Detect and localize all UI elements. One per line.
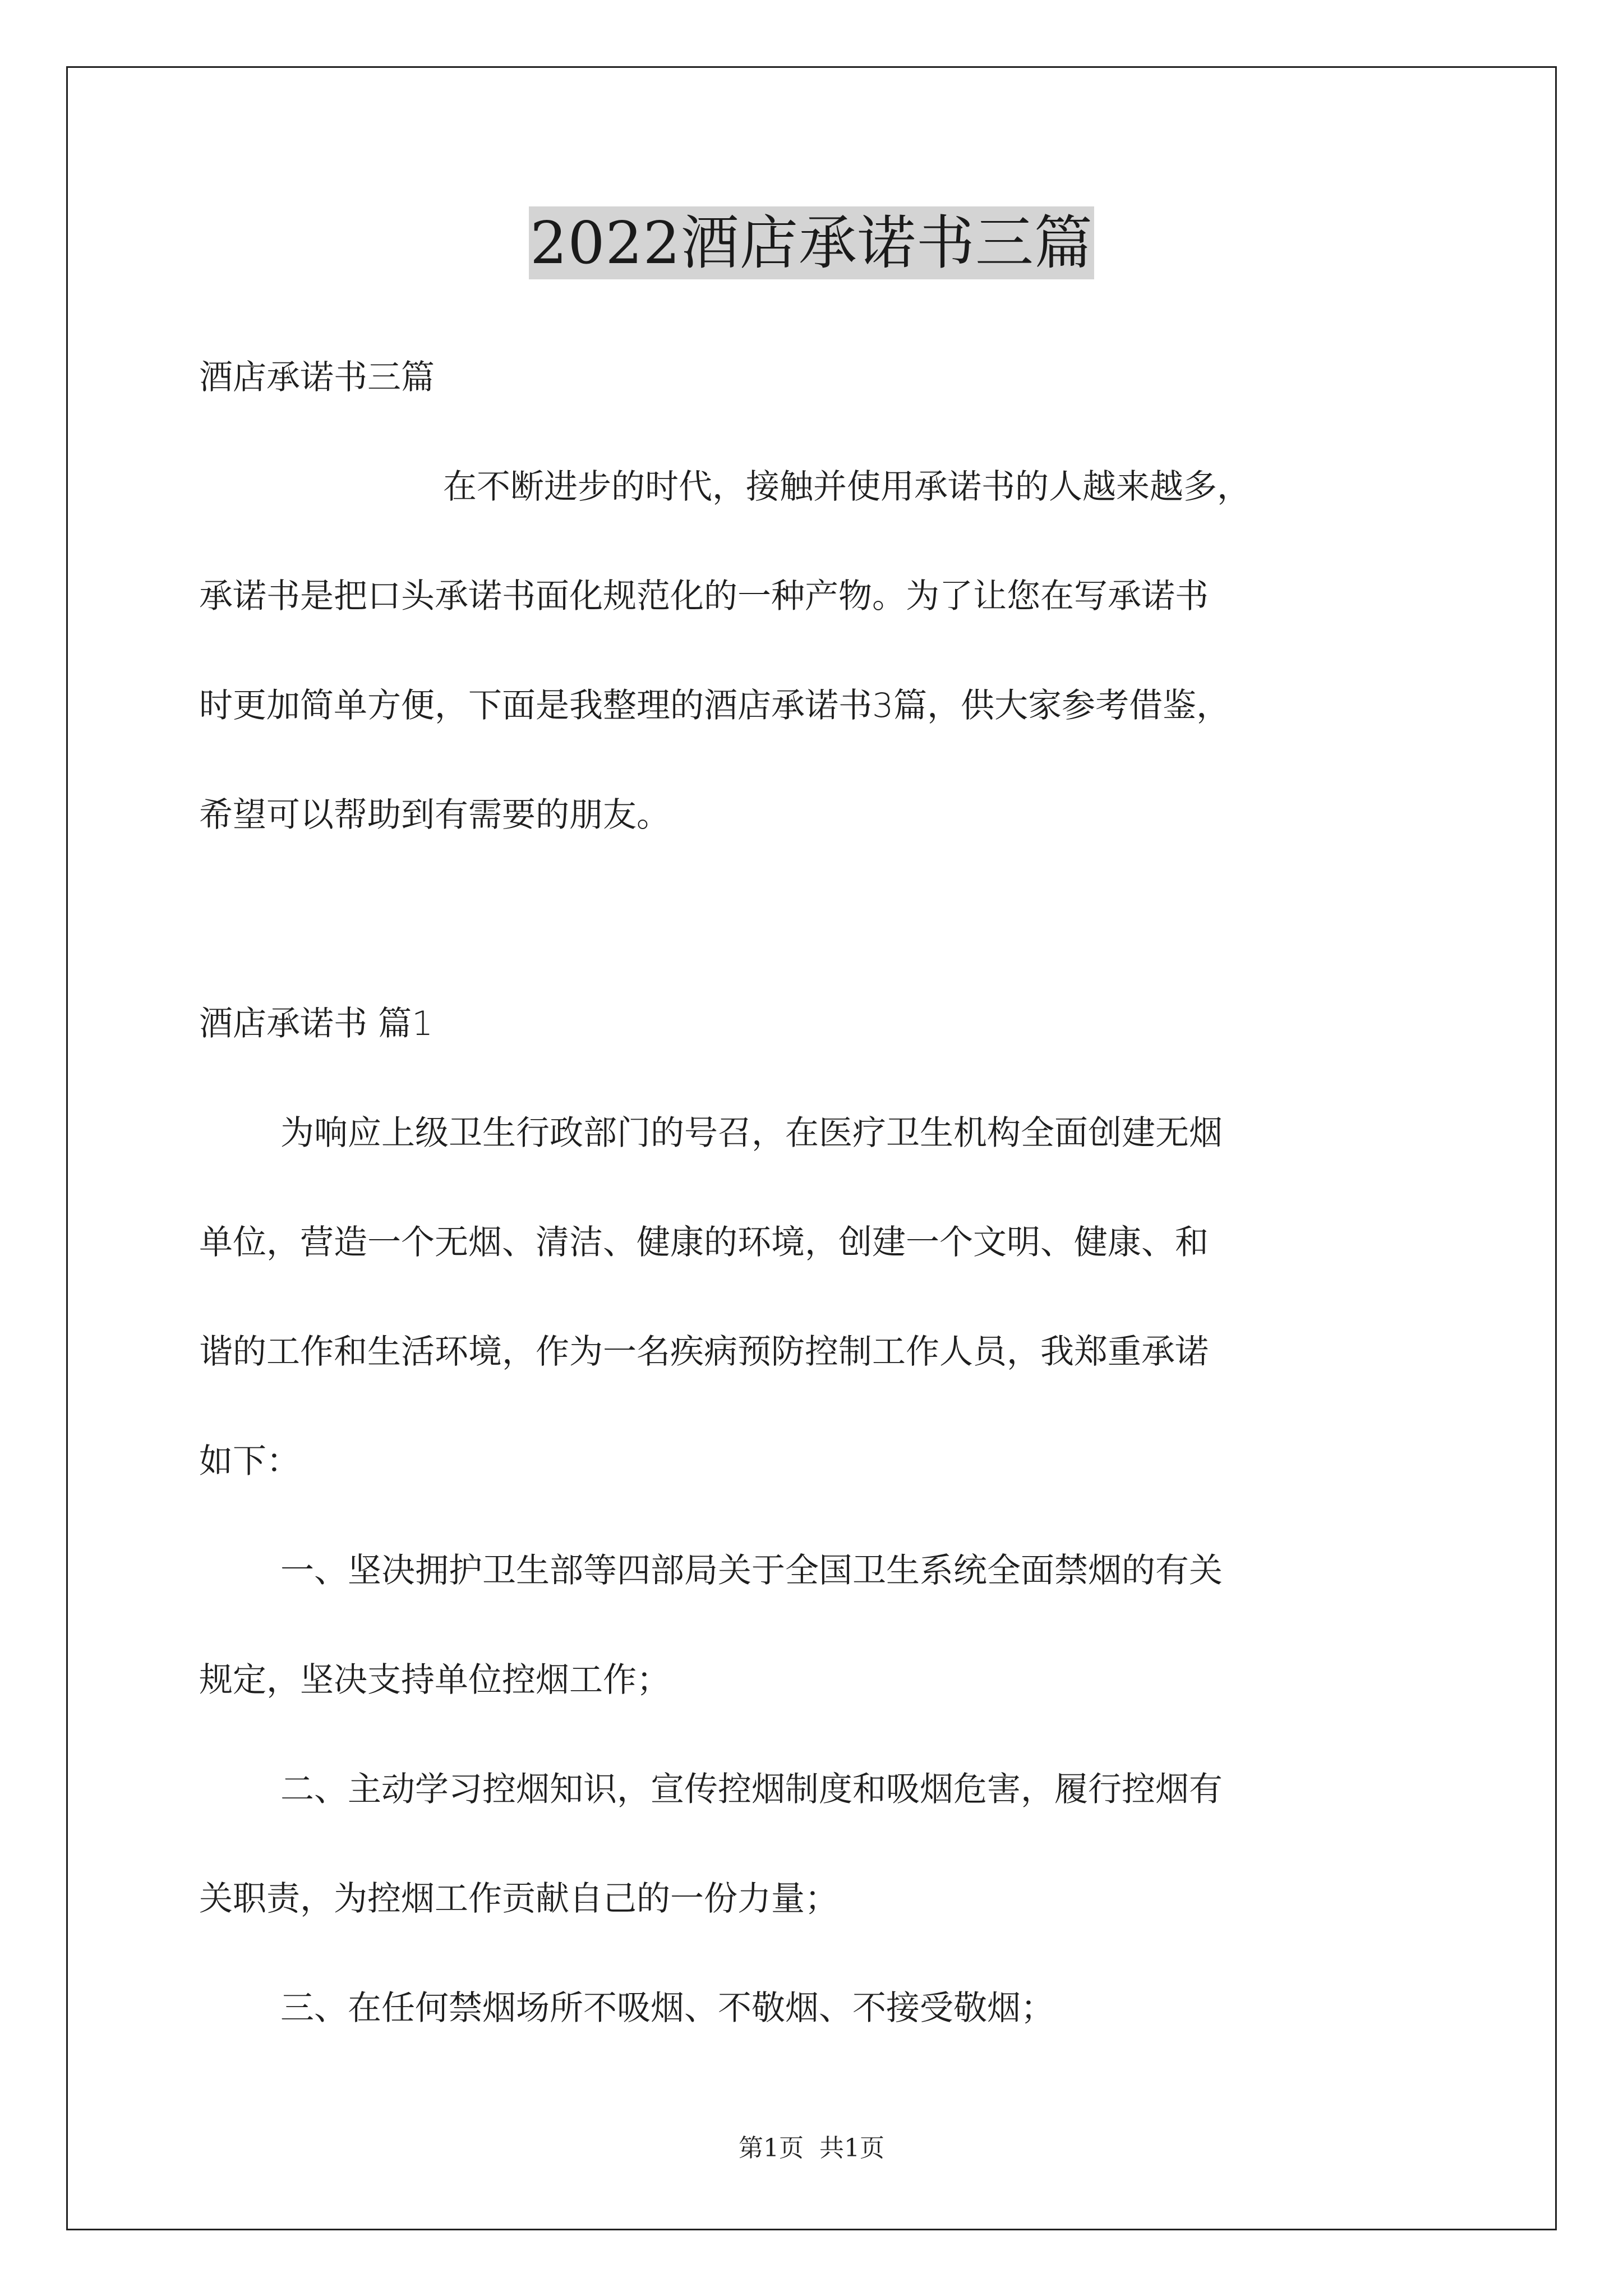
intro-line: 希望可以帮助到有需要的朋友。 bbox=[199, 795, 670, 835]
title-container bbox=[0, 206, 1623, 279]
body-line: 关职责，为控烟工作贡献自己的一份力量； bbox=[199, 1879, 838, 1918]
page-number: 第1页 bbox=[739, 2134, 804, 2162]
body-line: 谐的工作和生活环境，作为一名疾病预防控制工作人员，我郑重承诺 bbox=[199, 1332, 1209, 1372]
page-footer bbox=[0, 2132, 1623, 2165]
document-subtitle: 酒店承诺书三篇 bbox=[199, 358, 435, 397]
intro-line: 承诺书是把口头承诺书面化规范化的一种产物。为了让您在写承诺书 bbox=[199, 577, 1209, 616]
page-total: 共1页 bbox=[819, 2134, 884, 2162]
body-line: 单位，营造一个无烟、清洁、健康的环境，创建一个文明、健康、和 bbox=[199, 1223, 1209, 1262]
body-line: 一、坚决拥护卫生部等四部局关于全国卫生系统全面禁烟的有关 bbox=[280, 1551, 1223, 1590]
intro-line: 时更加简单方便，下面是我整理的酒店承诺书3篇，供大家参考借鉴， bbox=[199, 686, 1230, 725]
body-line: 规定，坚决支持单位控烟工作； bbox=[199, 1660, 670, 1700]
section-heading: 酒店承诺书 篇1 bbox=[199, 1004, 434, 1043]
body-line: 如下： bbox=[199, 1442, 300, 1481]
body-line: 三、在任何禁烟场所不吸烟、不敬烟、不接受敬烟； bbox=[280, 1989, 1054, 2028]
body-line: 为响应上级卫生行政部门的号召，在医疗卫生机构全面创建无烟 bbox=[280, 1114, 1223, 1153]
intro-line: 在不断进步的时代，接触并使用承诺书的人越来越多， bbox=[443, 467, 1251, 507]
document-title: 2022酒店承诺书三篇 bbox=[529, 206, 1094, 279]
body-line: 二、主动学习控烟知识，宣传控烟制度和吸烟危害，履行控烟有 bbox=[280, 1770, 1223, 1809]
